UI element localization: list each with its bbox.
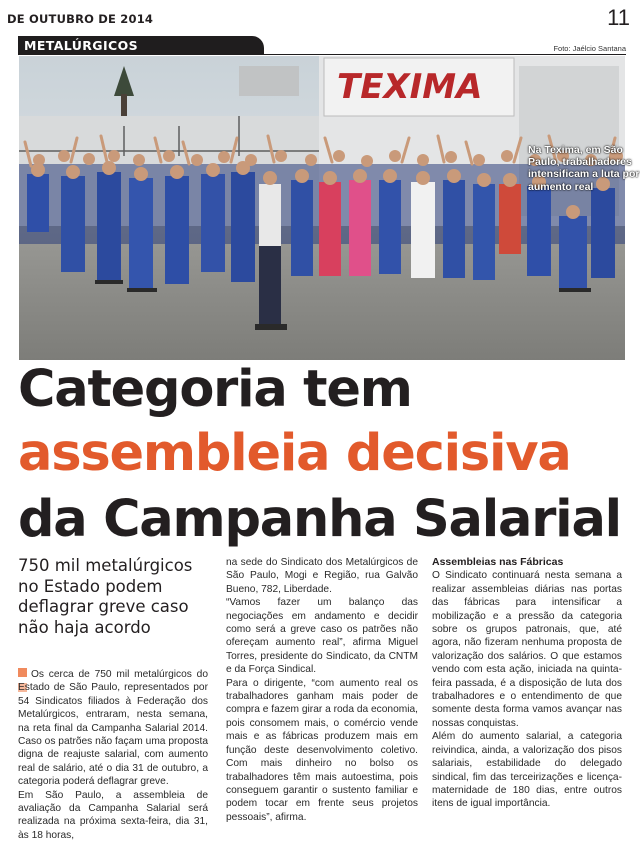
column-subhead: Assembleias nas Fábricas xyxy=(432,556,564,568)
paragraph: “Vamos fazer um balanço das negociações em andamento e decidir como será a greve caso os patrões não ofereçam aumento real”, afirma Miguel Torres, presidente do Sindicato, da CNTM e da Força Sindical. xyxy=(226,597,418,676)
photo-caption: Na Texima, em São Paulo, trabalhadores intensificam a luta por aumento real xyxy=(528,144,640,193)
news-photo xyxy=(19,56,640,360)
paragraph: Em São Paulo, a assembleia de avaliação da Campanha Salarial será realizada na próxima sexta-feira, dia 31, às 18 horas, xyxy=(18,789,208,841)
photo-credit: Foto: Jaélcio Santana xyxy=(553,44,626,53)
page-number: 11 xyxy=(607,5,630,30)
page-header xyxy=(0,0,640,30)
deck-subheadline: 750 mil metalúrgicos no Estado podem deflagrar greve caso não haja acordo xyxy=(18,556,193,637)
article-column-2 xyxy=(226,556,418,824)
headline-line-1: Categoria tem xyxy=(18,360,412,419)
paragraph-text: Os cerca de 750 mil metalúrgicos do Estado de São Paulo, representados por 54 Sindicatos filiados à Federação dos Metalúrgicos, entraram, nesta semana, na reta final da Campanha Salarial 2014. Caso os patrões não façam uma proposta digna de reajuste salarial, com aumento real de salário, até o dia 31 de outubro, a categoria poderá deflagrar greve. xyxy=(18,669,208,788)
paragraph: na sede do Sindicato dos Metalúrgicos de São Paulo, Mogi e Região, rua Galvão Bueno, 782, Liberdade. xyxy=(226,557,418,595)
section-label-bar xyxy=(18,36,264,55)
headline-line-2: assembleia decisiva xyxy=(18,424,571,483)
paragraph xyxy=(18,668,208,789)
headline-line-3: da Campanha Salarial xyxy=(18,490,621,549)
paragraph: Além do aumento salarial, a categoria reivindica, ainda, a valorização dos pisos salariais, estabilidade do delegado sindical, fim das terceirizações e licença-maternidade de 180 dias, entre outros itens de igual importância. xyxy=(432,731,622,810)
paragraph: Para o dirigente, “com aumento real os trabalhadores ganham mais poder de compra e fazem girar a roda da economia, pois consomem mais, o comércio vende mais e as fábricas produzem mais em função deste desenvolvimento coletivo. Com mais dinheiro no bolso os trabalhadores têm mais autoestima, pois conseguem garantir o sustento familiar e podem tocar em frente seus projetos pessoais”, afirma. xyxy=(226,677,418,823)
texima-sign: TEXIMA xyxy=(337,67,483,107)
section-label: METALÚRGICOS xyxy=(24,38,139,53)
article-column-3 xyxy=(432,556,622,811)
bullet-square xyxy=(18,668,27,677)
paragraph: O Sindicato continuará nesta semana a realizar assembleias diárias nas portas das fábricas para intensificar a mobilização e a pressão da categoria sobre os grupos patronais, que, até agora, não fizeram nenhuma proposta de valorização dos salários. O que estamos vendo com esta ação, iniciada na quinta-feira passada, é a disposição de luta dos trabalhadores e o entendimento de que somente desta forma vamos avançar nas nossas conquistas. xyxy=(432,570,622,729)
section-divider xyxy=(18,54,626,55)
article-column-1 xyxy=(18,668,208,842)
issue-date: DE OUTUBRO DE 2014 xyxy=(7,12,154,26)
